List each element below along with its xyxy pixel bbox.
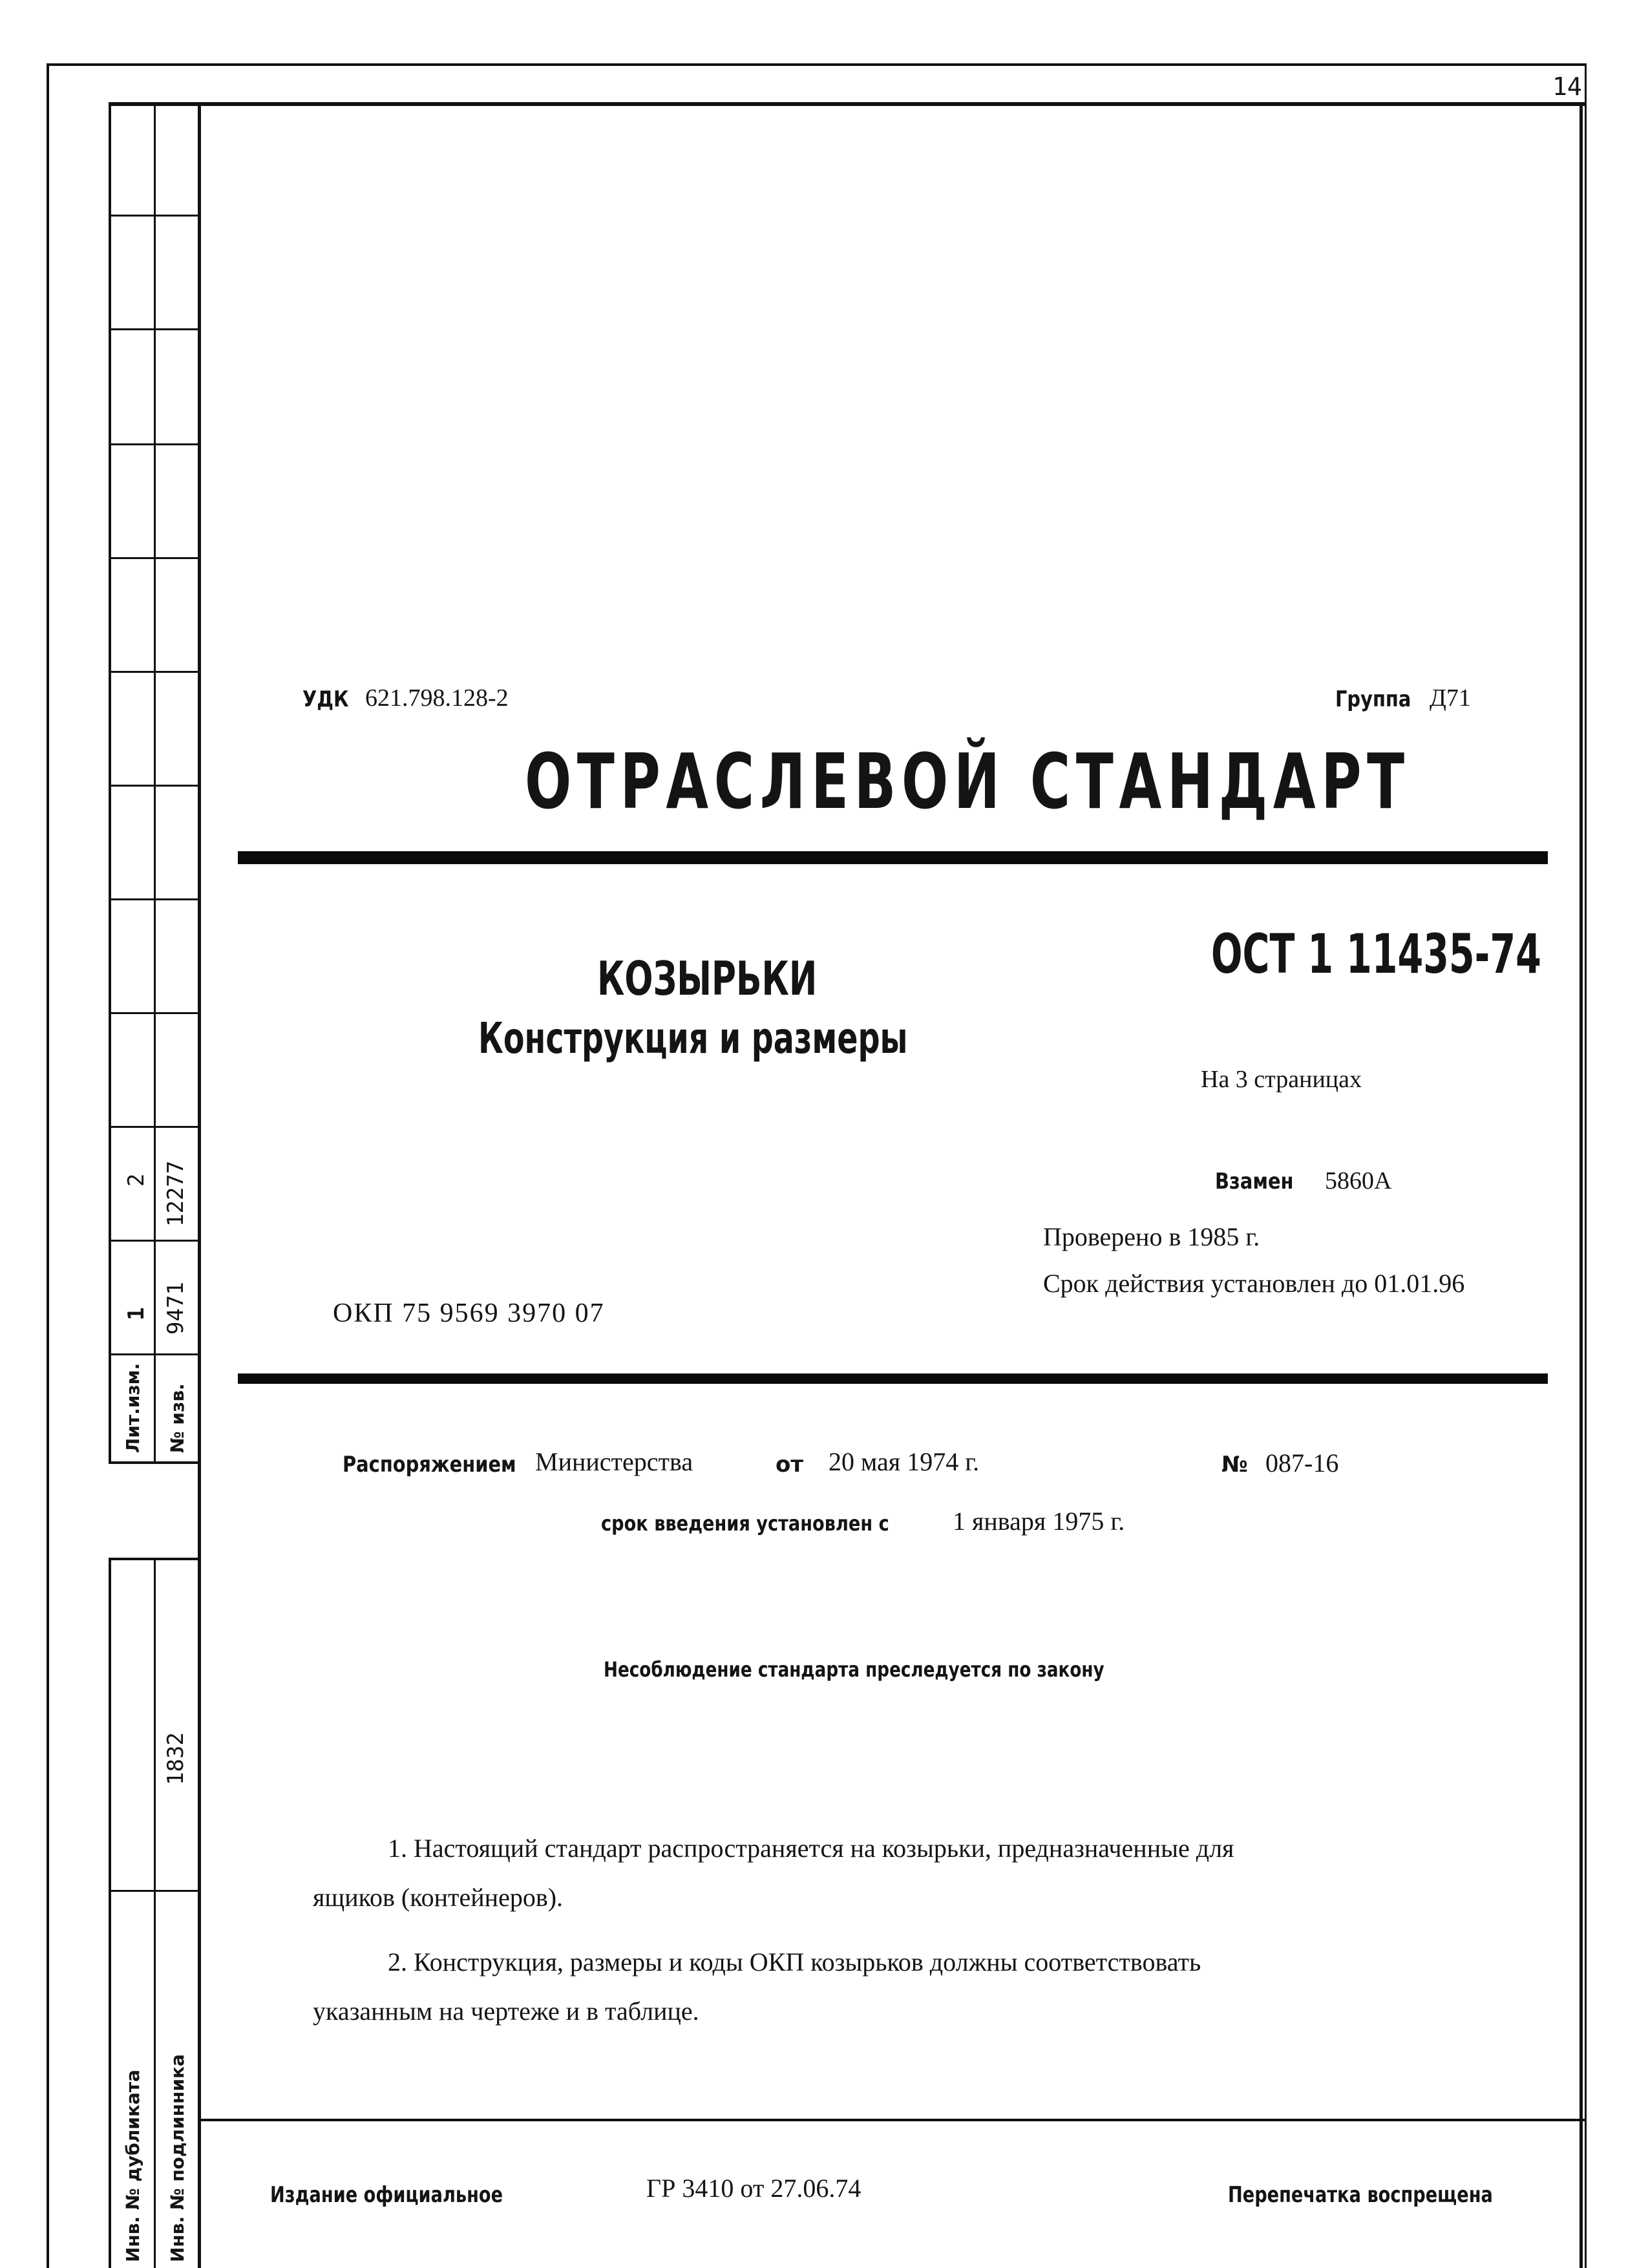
para1-line2: ящиков (контейнеров).: [313, 1883, 564, 1912]
checked-note: Проверено в 1985 г.: [1043, 1222, 1260, 1251]
change2-no: 12277: [163, 1160, 189, 1227]
para1-line1: 1. Настоящий стандарт распространяется на козырьки, предназначенные для: [388, 1834, 1234, 1863]
page-number: 14: [1552, 72, 1582, 101]
group-label: Группа: [1335, 686, 1411, 712]
para2-line1: 2. Конструкция, размеры и коды ОКП козырьков должны соответствовать: [388, 1947, 1201, 1977]
standard-number: ОСТ 1 11435-74: [1211, 922, 1541, 986]
inner-frame-top: [109, 102, 1585, 106]
decree-no: 087-16: [1265, 1448, 1339, 1478]
stamp-divider: [154, 102, 156, 1463]
decree-label: Распоряжением: [343, 1452, 516, 1478]
legal-notice: Несоблюдение стандарта преследуется по закону: [604, 1657, 1104, 1682]
validity-note: Срок действия установлен до 01.01.96: [1043, 1269, 1465, 1298]
outer-frame-top: [47, 63, 1587, 66]
inv-border-left: [109, 1558, 111, 2268]
decree-date: 20 мая 1974 г.: [829, 1447, 980, 1476]
stamp-row-line: [109, 1012, 199, 1014]
footer-left: Издание официальное: [270, 2182, 503, 2208]
stamp-border-left: [109, 102, 111, 1463]
inv-orig-value: 1832: [163, 1732, 189, 1785]
footer-center: ГР 3410 от 27.06.74: [646, 2174, 861, 2203]
stamp-bottom-line: [109, 1461, 199, 1464]
udk-label: УДК: [302, 686, 349, 712]
okp-code: ОКП 75 9569 3970 07: [333, 1298, 605, 1328]
pages-note: На 3 страницах: [1201, 1066, 1362, 1093]
product-title: КОЗЫРЬКИ: [597, 951, 818, 1006]
change2-lit: 2: [123, 1173, 149, 1187]
outer-frame-right: [1585, 63, 1587, 2268]
group-value: Д71: [1430, 684, 1471, 712]
inv-dup-label: Инв. № дубликата: [122, 2070, 143, 2262]
inner-frame-right: [1579, 102, 1583, 2268]
inv-top-line: [109, 1558, 199, 1560]
change1-no: 9471: [163, 1282, 189, 1335]
stamp-row-line: [109, 328, 199, 330]
no-izv-label: № изв.: [167, 1383, 188, 1453]
replaces-label: Взамен: [1215, 1169, 1294, 1194]
header-title: ОТРАСЛЕВОЙ СТАНДАРТ: [525, 737, 1410, 826]
okp-rule: [238, 1373, 1548, 1384]
stamp-row-line: [109, 557, 199, 559]
stamp-row-line: [109, 785, 199, 787]
header-rule: [238, 851, 1548, 864]
replaces-value: 5860А: [1325, 1167, 1392, 1194]
udk-value: 621.798.128-2: [365, 684, 509, 712]
stamp-row-line: [109, 671, 199, 673]
change1-lit: 1: [123, 1307, 149, 1320]
para2-line2: указанным на чертеже и в таблице.: [313, 1997, 699, 2026]
stamp-row-line: [109, 1353, 199, 1355]
stamp-row-line: [109, 1240, 199, 1242]
inv-divider: [154, 1558, 156, 2268]
inv-orig-label: Инв. № подлинника: [167, 2054, 188, 2262]
stamp-row-line: [109, 443, 199, 445]
inv-row-line: [109, 1890, 199, 1892]
stamp-row-line: [109, 215, 199, 217]
stamp-row-line: [109, 1126, 199, 1128]
footer-divider: [198, 2119, 1585, 2121]
footer-right: Перепечатка воспрещена: [1228, 2182, 1493, 2208]
decree-from-label: от: [776, 1452, 804, 1478]
decree-ministry: Министерства: [535, 1447, 693, 1476]
inner-frame-left: [198, 102, 201, 2268]
decree-no-label: №: [1221, 1452, 1248, 1478]
outer-frame-left: [47, 63, 49, 2268]
intro-label: срок введения установлен с: [601, 1511, 889, 1536]
intro-date: 1 января 1975 г.: [953, 1507, 1125, 1536]
product-subtitle: Конструкция и размеры: [478, 1013, 908, 1063]
stamp-row-line: [109, 898, 199, 900]
lit-izm-label: Лит.изм.: [122, 1362, 143, 1453]
